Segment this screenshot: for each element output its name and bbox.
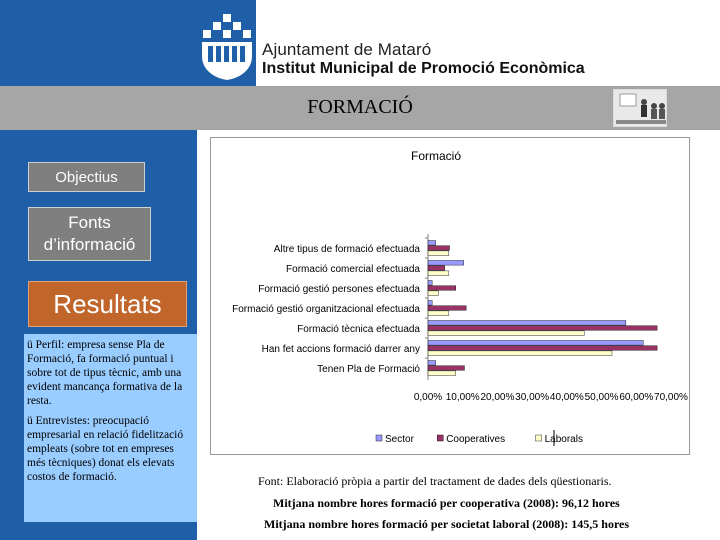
legend-swatch-cooperatives (437, 435, 443, 441)
bar-cooperatives (428, 306, 466, 311)
bar-sector (428, 281, 432, 286)
classroom-photo (613, 89, 667, 127)
bar-laborals (428, 291, 438, 296)
bar-cooperatives (428, 246, 450, 251)
bullet-perfil: ü Perfil: empresa sense Pla de Formació, fa formació puntual i sobre tot de tipus tècnic, amb una evident mancança formativa de la resta. (27, 339, 183, 407)
legend-label: Cooperatives (446, 434, 506, 445)
formacio-bar-chart (211, 138, 691, 456)
bar-sector (428, 301, 432, 306)
category-label: Formació comercial efectuada (286, 264, 420, 275)
bar-laborals (428, 371, 456, 376)
findings-box (24, 334, 197, 522)
bar-laborals (428, 251, 449, 256)
legend-swatch-laborals (536, 435, 542, 441)
x-tick-label: 40,00% (549, 392, 584, 403)
legend-label: Laborals (544, 434, 583, 445)
org-name-line2: Institut Municipal de Promoció Econòmica (262, 60, 585, 77)
x-tick-label: 60,00% (619, 392, 654, 403)
bar-sector (428, 361, 436, 366)
source-note: Font: Elaboració pròpia a partir del tractament de dades dels qüestionaris. (258, 474, 612, 488)
nav-button-fonts[interactable]: Fonts d’informació (28, 207, 151, 261)
category-label: Formació gestió persones efectuada (258, 284, 420, 295)
bullet-entrevistes: ü Entrevistes: preocupació empresarial en relació fidelització empleats (sobre tot en empreses més tècniques) donat els elevats costos de formació. (27, 415, 184, 483)
org-name-line1: Ajuntament de Mataró (262, 40, 432, 59)
legend-swatch-sector (376, 435, 382, 441)
sl-hours-note: Mitjana nombre hores formació per societat laboral (2008): 145,5 hores (264, 517, 630, 531)
x-tick-label: 20,00% (480, 392, 515, 403)
bar-sector (428, 241, 436, 246)
chart-title: Formació (410, 149, 462, 163)
nav-button-resultats[interactable]: Resultats (28, 281, 187, 327)
category-label: Tenen Pla de Formació (317, 364, 420, 375)
category-label: Han fet accions formació darrer any (261, 344, 420, 355)
bar-cooperatives (428, 346, 657, 351)
x-tick-label: 0,00% (413, 392, 443, 403)
category-label: Formació tècnica efectuada (297, 324, 420, 335)
category-label: Formació gestió organitzacional efectuada (232, 304, 420, 315)
legend-label: Sector (385, 434, 414, 445)
bar-cooperatives (428, 266, 445, 271)
coop-hours-note: Mitjana nombre hores formació per cooperativa (2008): 96,12 hores (273, 496, 620, 510)
x-tick-label: 10,00% (445, 392, 480, 403)
x-tick-label: 50,00% (584, 392, 619, 403)
bar-laborals (428, 311, 449, 316)
category-label: Altre tipus de formació efectuada (273, 244, 420, 255)
chart-panel (210, 137, 690, 455)
bar-sector (428, 321, 626, 326)
x-tick-label: 30,00% (515, 392, 550, 403)
bar-laborals (428, 331, 584, 336)
bar-laborals (428, 351, 612, 356)
bar-sector (428, 341, 643, 346)
bar-cooperatives (428, 366, 464, 371)
city-shield-logo (196, 12, 258, 82)
bar-sector (428, 261, 464, 266)
x-tick-label: 70,00% (654, 392, 688, 403)
nav-button-objectius[interactable]: Objectius (28, 162, 145, 192)
section-title: FORMACIÓ (307, 96, 413, 118)
bar-cooperatives (428, 286, 456, 291)
bar-laborals (428, 271, 449, 276)
bar-cooperatives (428, 326, 657, 331)
